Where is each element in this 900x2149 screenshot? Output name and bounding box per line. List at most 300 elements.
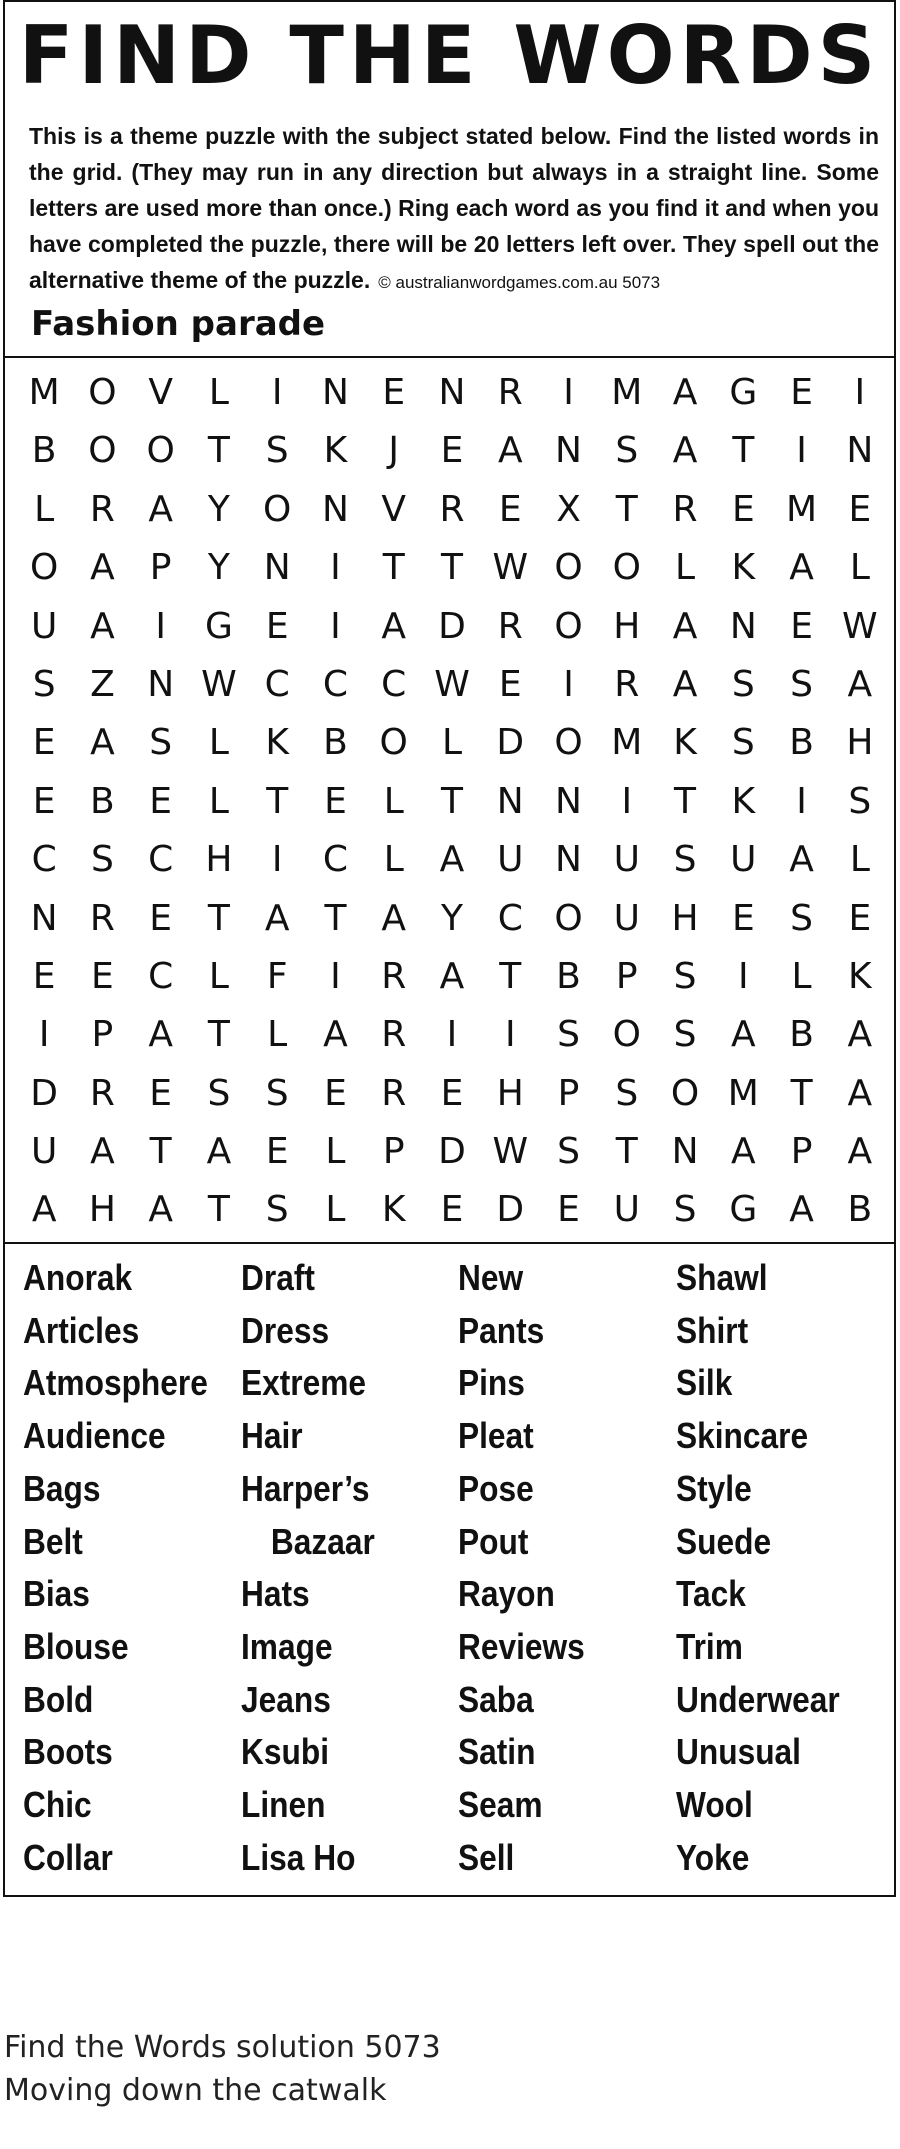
grid-letter[interactable]: S (265, 430, 289, 472)
word-list-item: Bags (23, 1467, 101, 1509)
grid-letter[interactable]: A (148, 488, 173, 530)
grid-letter[interactable]: A (497, 430, 523, 472)
grid-letter[interactable]: Y (207, 547, 230, 589)
word-column (458, 1252, 676, 1884)
grid-letter[interactable]: I (738, 955, 749, 997)
grid-letter[interactable]: L (441, 722, 463, 764)
grid-letter[interactable]: L (383, 780, 404, 822)
word-list-item: Style (675, 1467, 752, 1509)
grid-letter[interactable]: E (32, 780, 56, 822)
grid-letter[interactable]: A (847, 1131, 873, 1173)
grid-letter[interactable]: I (446, 1014, 458, 1056)
grid-letter[interactable]: T (207, 1189, 230, 1231)
grid-letter[interactable]: O (146, 430, 175, 472)
grid-row (15, 598, 889, 656)
grid-letter[interactable]: S (673, 1014, 697, 1056)
grid-letter[interactable]: F (266, 955, 288, 997)
grid-letter[interactable]: A (439, 839, 465, 881)
grid-row (15, 539, 889, 597)
word-list-item: Silk (675, 1362, 732, 1404)
grid-letter[interactable]: K (265, 722, 289, 764)
grid-letter[interactable]: I (563, 372, 574, 413)
grid-letter[interactable]: N (555, 839, 582, 881)
grid-letter[interactable]: A (31, 1189, 57, 1231)
grid-letter[interactable]: E (32, 955, 56, 997)
grid-letter[interactable]: A (206, 1131, 232, 1173)
word-list-item: Satin (458, 1731, 536, 1773)
grid-letter[interactable]: P (557, 1072, 580, 1114)
grid-letter[interactable]: L (325, 1131, 346, 1173)
grid-letter[interactable]: K (381, 1189, 406, 1231)
grid-letter[interactable]: L (208, 955, 229, 997)
grid-letter[interactable]: I (563, 663, 574, 705)
word-list-item: Skincare (675, 1415, 808, 1457)
grid-letter[interactable]: A (381, 605, 407, 647)
grid-letter[interactable]: B (323, 722, 348, 764)
word-list-divider (5, 1242, 894, 1244)
grid-letter[interactable]: C (322, 663, 349, 705)
grid-letter[interactable]: N (147, 663, 175, 705)
grid-letter[interactable]: C (497, 897, 523, 939)
word-list-item: Boots (23, 1731, 113, 1773)
grid-letter[interactable]: I (330, 605, 341, 647)
grid-letter[interactable]: C (322, 839, 349, 881)
grid-letter[interactable]: S (731, 722, 755, 764)
grid-row (15, 656, 889, 714)
grid-letter[interactable]: U (30, 1131, 58, 1173)
grid-letter[interactable]: I (796, 430, 807, 472)
grid-letter[interactable]: L (849, 547, 870, 589)
grid-letter[interactable]: T (615, 1131, 638, 1173)
word-list-item: Collar (23, 1836, 113, 1878)
grid-letter[interactable]: S (265, 1072, 289, 1114)
grid-letter[interactable]: I (796, 780, 807, 822)
word-list-item: Extreme (240, 1362, 366, 1404)
grid-letter[interactable]: A (90, 605, 115, 647)
grid-letter[interactable]: E (498, 663, 522, 705)
grid-letter[interactable]: B (556, 955, 581, 997)
grid-letter[interactable]: T (149, 1131, 172, 1173)
grid-letter[interactable]: B (31, 430, 57, 472)
grid-letter[interactable]: A (90, 547, 115, 589)
word-list-item: Shawl (675, 1257, 768, 1298)
grid-letter[interactable]: Z (90, 663, 115, 705)
grid-letter[interactable]: T (790, 1072, 813, 1114)
grid-row (15, 481, 889, 539)
grid-row (15, 1006, 889, 1064)
word-list-item: Belt (23, 1520, 83, 1562)
grid-letter[interactable]: I (271, 839, 283, 881)
grid-letter[interactable]: N (846, 430, 874, 472)
grid-letter[interactable]: A (789, 547, 814, 589)
solution (4, 2026, 441, 2112)
word-list-item: Hair (240, 1415, 303, 1457)
word-list-item: Pose (458, 1467, 534, 1509)
word-list-item: Underwear (675, 1678, 840, 1720)
grid-letter[interactable]: L (208, 780, 229, 822)
grid-letter[interactable]: I (155, 605, 166, 647)
grid-letter[interactable]: E (265, 605, 289, 647)
grid-letter[interactable]: D (438, 605, 466, 647)
grid-letter[interactable]: V (148, 372, 173, 413)
grid-letter[interactable]: A (672, 663, 698, 705)
grid-letter[interactable]: O (263, 488, 292, 530)
grid-letter[interactable]: P (91, 1014, 114, 1056)
word-list-item: Reviews (458, 1625, 585, 1667)
grid-letter[interactable]: K (673, 722, 697, 764)
grid-letter[interactable]: G (729, 372, 758, 413)
grid-letter[interactable]: E (324, 1072, 347, 1114)
grid-letter[interactable]: A (439, 955, 465, 997)
grid-letter[interactable]: N (555, 430, 582, 472)
grid-letter[interactable]: E (731, 897, 755, 939)
grid-letter[interactable]: S (265, 1189, 289, 1231)
grid-letter[interactable]: T (674, 780, 697, 822)
grid-letter[interactable]: H (496, 1072, 524, 1114)
word-list-item: Dress (240, 1309, 329, 1351)
grid-letter[interactable]: B (90, 780, 115, 822)
word-list-item: Saba (458, 1678, 534, 1720)
grid-letter[interactable]: L (383, 839, 404, 881)
word-list-item: Atmosphere (23, 1362, 208, 1404)
grid-letter[interactable]: H (671, 897, 699, 939)
grid-letter[interactable]: K (731, 547, 756, 589)
grid-letter[interactable]: B (847, 1189, 873, 1231)
grid-letter[interactable]: S (90, 839, 114, 881)
grid-letter[interactable]: L (208, 372, 229, 413)
grid-letter[interactable]: R (89, 1072, 115, 1114)
grid-letter[interactable]: R (381, 955, 407, 997)
word-column (23, 1252, 241, 1884)
grid-letter[interactable]: E (149, 780, 173, 822)
instructions-text: This is a theme puzzle with the subject stated below. Find the listed words in the grid. (They may run in any direction but always in a straight line. Some letters are used more than once.) Ring each word as you find it and when you have completed the puzzle, there will be 20 letters left over. They spell out the alternative theme of the puzzle. (29, 123, 879, 293)
grid-letter[interactable]: O (554, 547, 583, 589)
grid-letter[interactable]: E (790, 372, 813, 413)
grid-letter[interactable]: N (496, 780, 524, 822)
grid-letter[interactable]: A (148, 1014, 173, 1056)
grid-letter[interactable]: A (323, 1014, 348, 1056)
grid-letter[interactable]: L (675, 547, 696, 589)
grid-top-divider (5, 356, 894, 358)
grid-letter[interactable]: S (790, 897, 814, 939)
grid-letter[interactable]: L (849, 839, 870, 881)
word-list-item: Audience (23, 1415, 166, 1457)
grid-letter[interactable]: S (207, 1072, 231, 1114)
grid-letter[interactable]: G (729, 1189, 758, 1231)
word-list-item: Lisa Ho (240, 1836, 355, 1878)
grid-letter[interactable]: E (440, 1189, 464, 1231)
word-list-item: Wool (675, 1784, 753, 1826)
grid-letter[interactable]: D (438, 1131, 466, 1173)
grid-letter[interactable]: S (615, 1072, 639, 1114)
grid-letter[interactable]: E (440, 1072, 464, 1114)
puzzle-title: FIND THE WORDS (18, 9, 881, 102)
grid-letter[interactable]: M (727, 1072, 759, 1114)
grid-letter[interactable]: V (381, 488, 407, 530)
grid-letter[interactable]: A (90, 1131, 115, 1173)
grid-letter[interactable]: P (615, 955, 638, 997)
grid-letter[interactable]: L (34, 488, 55, 530)
grid-letter[interactable]: C (31, 839, 57, 881)
grid-letter[interactable]: D (496, 1189, 525, 1231)
grid-letter[interactable]: S (848, 780, 872, 822)
grid-letter[interactable]: I (330, 955, 341, 997)
grid-letter[interactable]: K (848, 955, 872, 997)
grid-letter[interactable]: N (729, 605, 757, 647)
word-list-item: Hats (240, 1573, 310, 1615)
grid-letter[interactable]: O (554, 722, 583, 764)
grid-letter[interactable]: C (148, 839, 174, 881)
grid-letter[interactable]: J (388, 430, 400, 472)
word-list-item: Ksubi (240, 1731, 329, 1773)
grid-letter[interactable]: K (731, 780, 756, 822)
grid-letter[interactable]: G (204, 605, 233, 647)
grid-letter[interactable]: T (207, 430, 230, 472)
grid-letter[interactable]: K (323, 430, 348, 472)
grid-letter[interactable]: P (149, 547, 172, 589)
word-list-item: Draft (240, 1257, 315, 1298)
grid-letter[interactable]: T (440, 547, 463, 589)
word-list-item: Image (240, 1625, 333, 1667)
grid-letter[interactable]: N (30, 897, 58, 939)
grid-letter[interactable]: A (672, 430, 698, 472)
word-list-item: Pout (458, 1520, 529, 1562)
word-list-item: Unusual (675, 1731, 801, 1773)
grid-letter[interactable]: A (789, 839, 814, 881)
grid-letter[interactable]: A (847, 663, 873, 705)
grid-letter[interactable]: A (731, 1014, 756, 1056)
grid-letter[interactable]: I (854, 372, 866, 413)
grid-letter[interactable]: I (504, 1014, 516, 1056)
word-list-item: Pleat (458, 1415, 534, 1457)
grid-letter[interactable]: S (673, 1189, 697, 1231)
grid-letter[interactable]: R (672, 488, 698, 530)
grid-letter[interactable]: O (379, 722, 408, 764)
grid-row (15, 364, 889, 422)
grid-letter[interactable]: A (672, 605, 698, 647)
grid-letter[interactable]: C (264, 663, 290, 705)
grid-letter[interactable]: L (325, 1189, 346, 1231)
grid-letter[interactable]: N (438, 372, 466, 413)
grid-letter[interactable]: L (267, 1014, 288, 1056)
grid-letter[interactable]: A (731, 1131, 756, 1173)
grid-letter[interactable]: E (848, 488, 872, 530)
grid-row (15, 422, 889, 480)
grid-letter[interactable]: O (88, 372, 117, 413)
word-list (23, 1252, 893, 1884)
grid-letter[interactable]: L (208, 722, 229, 764)
grid-letter[interactable]: S (557, 1014, 580, 1056)
word-list-item: Anorak (23, 1257, 133, 1298)
grid-letter[interactable]: E (149, 897, 173, 939)
grid-letter[interactable]: A (264, 897, 290, 939)
grid-letter[interactable]: Y (207, 488, 230, 530)
grid-letter[interactable]: Y (440, 897, 463, 939)
grid-letter[interactable]: C (148, 955, 174, 997)
grid-letter[interactable]: U (613, 839, 640, 881)
word-list-item: Tack (675, 1573, 746, 1615)
word-list-item: Pins (458, 1362, 525, 1404)
word-list-item: Chic (23, 1784, 92, 1826)
grid-letter[interactable]: S (615, 430, 639, 472)
grid-letter[interactable]: R (497, 605, 523, 647)
grid-letter[interactable]: U (613, 897, 640, 939)
grid-letter[interactable]: T (499, 955, 522, 997)
grid-letter[interactable]: E (498, 488, 522, 530)
solution-heading: Find the Words solution 5073 (4, 2030, 441, 2065)
grid-row (15, 714, 889, 772)
word-list-item: Jeans (240, 1678, 331, 1720)
grid-letter[interactable]: R (381, 1072, 407, 1114)
grid-letter[interactable]: M (611, 372, 643, 413)
puzzle-theme: Fashion parade (31, 304, 326, 344)
grid-letter[interactable]: O (554, 897, 583, 939)
grid-letter[interactable]: T (266, 780, 289, 822)
grid-letter[interactable]: T (324, 897, 347, 939)
grid-letter[interactable]: I (271, 372, 283, 413)
grid-letter[interactable]: R (89, 897, 115, 939)
grid-row (15, 1123, 889, 1181)
word-list-item: Bold (23, 1678, 94, 1720)
grid-letter[interactable]: S (673, 839, 697, 881)
grid-letter[interactable]: U (730, 839, 757, 881)
grid-row (15, 948, 889, 1006)
grid-letter[interactable]: E (91, 955, 114, 997)
word-column (676, 1252, 894, 1884)
grid-letter[interactable]: A (847, 1014, 873, 1056)
grid-letter[interactable]: E (265, 1131, 289, 1173)
grid-letter[interactable]: A (90, 722, 115, 764)
grid-letter[interactable]: L (791, 955, 812, 997)
grid-letter[interactable]: O (612, 547, 641, 589)
grid-letter[interactable]: R (439, 488, 465, 530)
word-list-item: Sell (458, 1836, 515, 1878)
grid-letter[interactable]: S (149, 722, 173, 764)
grid-letter[interactable]: E (382, 372, 406, 413)
grid-letter[interactable]: B (789, 722, 814, 764)
word-column (241, 1252, 459, 1884)
grid-letter[interactable]: T (207, 897, 230, 939)
grid-letter[interactable]: T (207, 1014, 230, 1056)
grid-letter[interactable]: E (557, 1189, 580, 1231)
word-list-item: Harper’s (240, 1467, 370, 1509)
grid-letter[interactable]: U (30, 605, 58, 647)
grid-row (15, 1065, 889, 1123)
grid-letter[interactable]: O (670, 1072, 700, 1114)
grid-letter[interactable]: O (29, 547, 59, 589)
grid-letter[interactable]: S (557, 1131, 580, 1173)
grid-row (15, 773, 889, 831)
grid-letter[interactable]: I (330, 547, 341, 589)
grid-letter[interactable]: P (382, 1131, 405, 1173)
grid-letter[interactable]: T (732, 430, 755, 472)
grid-letter[interactable]: H (205, 839, 233, 881)
solution-answer: Moving down the catwalk (4, 2073, 387, 2108)
word-list-item: Rayon (458, 1573, 555, 1615)
grid-letter[interactable]: P (790, 1131, 813, 1173)
grid-letter[interactable]: S (32, 663, 56, 705)
grid-letter[interactable]: E (731, 488, 755, 530)
grid-letter[interactable]: N (321, 372, 349, 413)
grid-letter[interactable]: N (555, 780, 582, 822)
word-list-item: Yoke (675, 1836, 749, 1878)
grid-letter[interactable]: H (613, 605, 641, 647)
grid-letter[interactable]: A (847, 1072, 873, 1114)
grid-letter[interactable]: M (28, 372, 60, 413)
grid-letter[interactable]: M (786, 488, 818, 530)
grid-letter[interactable]: D (496, 722, 525, 764)
grid-letter[interactable]: X (556, 488, 581, 530)
grid-letter[interactable]: W (842, 605, 878, 647)
grid-letter[interactable]: A (672, 372, 698, 413)
grid-letter[interactable]: A (789, 1189, 814, 1231)
grid-letter[interactable]: C (381, 663, 407, 705)
grid-letter[interactable]: W (492, 1131, 529, 1173)
word-list-item: Articles (23, 1309, 140, 1351)
grid-letter[interactable]: A (148, 1189, 173, 1231)
grid-row (15, 1181, 889, 1239)
grid-letter[interactable]: O (554, 605, 583, 647)
grid-letter[interactable]: T (615, 488, 638, 530)
grid-letter[interactable]: W (492, 547, 529, 589)
word-list-item: Blouse (23, 1625, 129, 1667)
grid-letter[interactable]: W (434, 663, 470, 705)
grid-row (15, 831, 889, 889)
instructions (29, 118, 879, 301)
grid-letter[interactable]: R (614, 663, 640, 705)
grid-letter[interactable]: T (440, 780, 463, 822)
grid-letter[interactable]: W (201, 663, 237, 705)
grid-letter[interactable]: T (382, 547, 405, 589)
grid-letter[interactable]: R (89, 488, 115, 530)
grid-letter[interactable]: E (32, 722, 56, 764)
grid-letter[interactable]: R (381, 1014, 407, 1056)
grid-row (15, 890, 889, 948)
grid-letter[interactable]: N (263, 547, 291, 589)
grid-letter[interactable]: D (30, 1072, 58, 1114)
grid-letter[interactable]: H (846, 722, 874, 764)
puzzle-box (3, 0, 896, 1897)
word-list-item: Trim (675, 1625, 743, 1667)
grid-letter[interactable]: O (88, 430, 117, 472)
grid-letter[interactable]: S (731, 663, 755, 705)
grid-letter[interactable]: N (321, 488, 349, 530)
grid-letter[interactable]: E (149, 1072, 173, 1114)
grid-letter[interactable]: I (621, 780, 633, 822)
grid-letter[interactable]: E (324, 780, 347, 822)
grid-letter[interactable]: H (88, 1189, 116, 1231)
word-list-item: Seam (458, 1784, 543, 1826)
grid-letter[interactable]: E (440, 430, 464, 472)
grid-letter[interactable]: U (497, 839, 524, 881)
word-list-item: Linen (240, 1784, 325, 1826)
grid-letter[interactable]: S (790, 663, 814, 705)
grid-letter[interactable]: B (789, 1014, 814, 1056)
grid-letter[interactable]: O (612, 1014, 641, 1056)
grid-letter[interactable]: M (611, 722, 643, 764)
grid-letter[interactable]: I (38, 1014, 50, 1056)
word-list-item: Shirt (675, 1309, 748, 1351)
word-list-item: Pants (458, 1309, 545, 1351)
word-list-item: Bias (23, 1573, 90, 1615)
grid-letter[interactable]: R (497, 372, 523, 413)
grid-letter[interactable]: N (671, 1131, 699, 1173)
grid-letter[interactable]: S (673, 955, 697, 997)
grid-letter[interactable]: A (381, 897, 407, 939)
grid-letter[interactable]: E (790, 605, 813, 647)
grid-letter[interactable]: U (613, 1189, 640, 1231)
grid-letter[interactable]: E (848, 897, 872, 939)
